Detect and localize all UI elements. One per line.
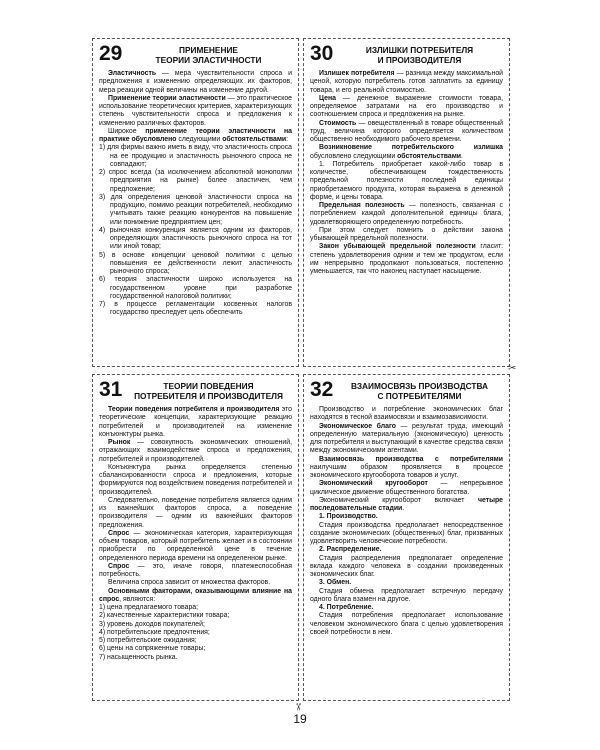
paragraph: Экономический кругооборот — непрерывное циклическое движение общественного богатства. [310, 480, 503, 496]
paragraph: 1. Потребитель приобретает какой-либо товар в количестве, обеспечивающем тождественность предельной полезности последней единицы приобретаемого продукта, которая выражена в денежной форме, и цены товара. [310, 160, 503, 201]
stage-title: 3. Обмен. [319, 579, 352, 587]
stage-title: 4. Потребление. [319, 604, 374, 611]
list-item: 6) цены на сопряженные товары; [99, 645, 206, 653]
paragraph: Излишек потребителя — разница между максимальной ценой, которую потребитель готов заплатить за единицу товара, и его реальной стоимостью. [310, 70, 503, 94]
list-item: 3) для определения ценовой эластичности спроса на продукцию, помимо реакции потребителей, необходимо учитывать также реакцию конкурентов на повышение или понижение предприятием цен; [99, 193, 292, 226]
paragraph: Применение теории эластичности — это практическое использование теоретических критериев, характеризующих степень чувствительности спроса и предложения к изменению различных факторов. [99, 94, 292, 127]
paragraph: Закон убывающей предельной полезности гласит: степень удовлетворения одним и тем же продуктом, если им непрерывно продолжают пользоваться, постепенно уменьшается, так что наконец наступает насыщение. [310, 243, 503, 275]
card-body [99, 406, 292, 662]
paragraph: Величина спроса зависит от множества факторов. [108, 579, 271, 587]
list-item: 4) рыночная конкуренция является одним из факторов, определяющих эластичность рыночного спроса на тот или иной товар; [99, 226, 292, 251]
card-header [310, 43, 503, 65]
paragraph: Основными факторами, оказывающими влияние на спрос, являются: [99, 587, 292, 603]
card-31 [92, 374, 299, 701]
card-title: ВЗАИМОСВЯЗЬ ПРОИЗВОДСТВА С ПОТРЕБИТЕЛЯМИ [350, 381, 489, 401]
paragraph: Цена — денежное выражение стоимости товара, определяемое затратами на его производство и соотношением спроса и предложения на рынке. [310, 94, 503, 119]
card-29 [92, 38, 299, 367]
list-item: 7) в процессе регламентации косвенных налогов государство преследует цель обеспечить [99, 301, 292, 317]
stage-title: 2. Распределение. [319, 546, 382, 554]
list-item: 1) цена предлагаемого товара; [99, 604, 199, 611]
page-number: 19 [293, 712, 307, 726]
paragraph: Производство и потребление экономических благ находятся в тесной взаимосвязи и взаимозависимости. [310, 406, 503, 422]
list-item: 5) потребительские ожидания; [99, 637, 197, 644]
card-body [310, 70, 503, 276]
paragraph: Возникновение потребительского излишка обусловлено следующими обстоятельствами. [310, 144, 503, 160]
list-item: 7) насыщенность рынка. [99, 653, 178, 661]
paragraph: Теории поведения потребителя и производителя это теоретические концепции, характеризующие реакцию потребителей и производителей на изменение конъюнктуры рынка. [99, 406, 292, 438]
paragraph: При этом следует помнить о действии закона убывающей предельной полезности. [310, 226, 503, 242]
card-number: 31 [99, 378, 123, 401]
card-title: ПРИМЕНЕНИЕ ТЕОРИИ ЭЛАСТИЧНОСТИ [155, 45, 262, 65]
list-item: 1) для фирмы важно иметь в виду, что эластичность спроса на ее продукцию и эластичность рыночного спроса не совпадают; [99, 144, 292, 168]
paragraph: Спрос — это, иначе говоря, платежеспособная потребность. [99, 562, 292, 578]
paragraph: Экономическое благо — результат труда, имеющий определенную материальную (экономическую) ценность для потребителя и выступающий в качестве средства связи между экономическими агентами. [310, 422, 503, 455]
card-number: 30 [310, 42, 334, 65]
paragraph: Конъюнктура рынка определяется степенью сбалансированности спроса и предложения, которые формируются под воздействием поведения потребителей и производителей. [99, 463, 292, 496]
scissors-icon: ✂ [508, 363, 517, 374]
card-32 [303, 374, 510, 701]
paragraph: Следовательно, поведение потребителя является одним из важнейших факторов спроса, а поведение производителя — одним из важнейших факторов предложения. [99, 496, 292, 529]
list-item: 5) в основе концепции ценовой политики с целью повышения ее действенности лежит эластичность рыночного спроса; [99, 251, 292, 275]
paragraph: Эластичность — мера чувствительности спроса и предложения к изменению определяющих их факторов, мера реакции одной величины на изменение другой. [99, 70, 292, 94]
card-header [99, 43, 292, 65]
paragraph: Стадия производства предполагает непосредственное создание экономических (общественных) благ, призванных удовлетворить человеческие потребности. [310, 521, 503, 545]
paragraph: Спрос — экономическая категория, характеризующая объем товаров, который потребитель желает и в состоянии приобрести по определенной цене в течение определенного периода времени на определенном рынке. [99, 529, 292, 562]
card-30 [303, 38, 510, 367]
paragraph: Рынок — совокупность экономических отношений, отражающих взаимодействие спроса и предложения, потребителей и производителей. [99, 439, 292, 463]
scissors-icon: ✂ [292, 702, 304, 712]
paragraph: Предельная полезность — полезность, связанная с потреблением каждой дополнительной единицы блага, удовлетворяющего определенную потребность. [310, 202, 503, 226]
list-item: 4) потребительские предпочтения; [99, 628, 210, 636]
card-header [99, 379, 292, 401]
paragraph: Стадия потребления предполагает использование человеком экономического блага с целью удовлетворения своей потребности в нем. [310, 612, 503, 636]
card-header [310, 379, 503, 401]
list-item: 2) спрос всегда (за исключением абсолютной монополии предприятия на рынке) более эластичен, чем предложение; [99, 169, 292, 193]
paragraph: Широкое применение теории эластичности на практике обусловлено следующими обстоятельствами: [99, 127, 293, 143]
card-title: ТЕОРИИ ПОВЕДЕНИЯ ПОТРЕБИТЕЛЯ И ПРОИЗВОДИТЕЛЯ [134, 381, 283, 401]
paragraph: Стадия обмена предполагает встречную передачу одного блага взамен на другое. [310, 587, 503, 603]
card-number: 29 [99, 42, 123, 65]
paragraph: Стадия распределения предполагает определение вклада каждого человека в создании произведенных экономических благ. [310, 554, 503, 578]
stage-title: 1. Производство. [319, 513, 378, 521]
list-item: 6) теория эластичности широко используется на государственном уровне при разработке государственной налоговой политики; [99, 276, 292, 300]
list-item: 2) качественные характеристики товара; [99, 612, 230, 620]
paragraph: Стоимость — овеществленный в товаре общественный труд, величина которого определяется количеством общественно необходимого рабочего времени. [310, 119, 503, 143]
paragraph: Экономический кругооборот включает четыре последовательные стадии. [310, 496, 503, 512]
card-body [310, 406, 503, 637]
list-item: 3) уровень доходов покупателей; [99, 620, 205, 628]
card-title: ИЗЛИШКИ ПОТРЕБИТЕЛЯ И ПРОИЗВОДИТЕЛЯ [365, 45, 474, 65]
card-number: 32 [310, 378, 334, 401]
card-body [99, 70, 292, 318]
paragraph: Взаимосвязь производства с потребителями наилучшим образом проявляется в процессе экономического кругооборота товаров и услуг. [310, 455, 503, 479]
